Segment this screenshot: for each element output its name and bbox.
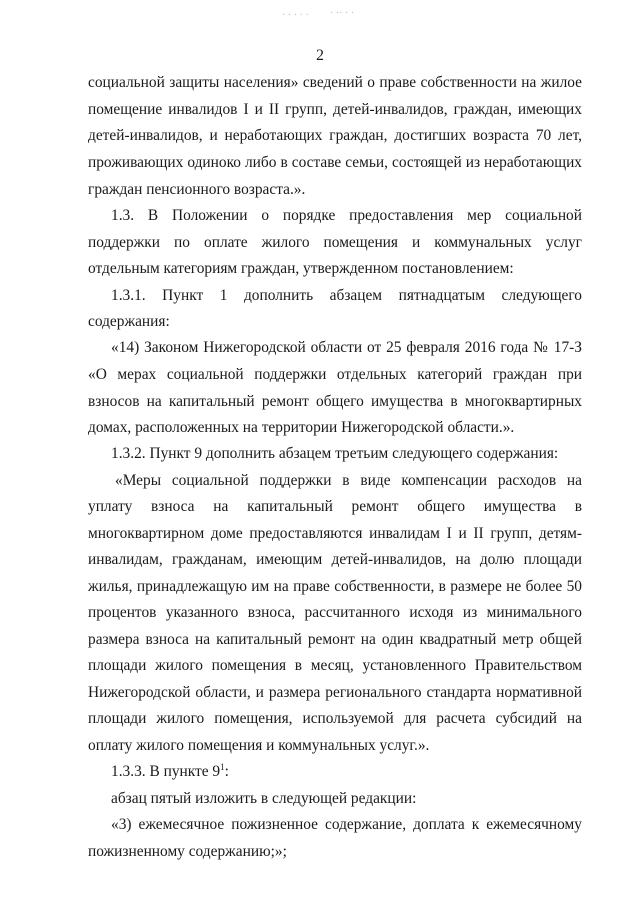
text-line-with-superscript — [111, 762, 582, 782]
text-line: 1.3.2. Пункт 9 дополнить абзацем третьим следующего содержания: — [111, 445, 559, 462]
text-line: 1.3.1. Пункт 1 дополнить абзацем пятнадцатым следующего — [111, 287, 582, 304]
text-line: отдельным категориям граждан, утвержденном постановлением: — [88, 260, 514, 277]
text-line: оплату жилого помещения и коммунальных услуг.». — [88, 737, 430, 754]
text-line: жилья, принадлежащую им на праве собственности, в размере не более 50 — [88, 578, 582, 595]
text-line: помещение инвалидов I и II групп, детей-инвалидов, граждан, имеющих — [88, 101, 582, 118]
text-line: поддержки по оплате жилого помещения и коммунальных услуг — [88, 234, 582, 251]
text-line: площади жилого помещения в месяц, установленного Правительством — [88, 657, 582, 674]
scan-artifact: · ·· · · — [330, 8, 355, 19]
text-line: 1.3. В Положении о порядке предоставления мер социальной — [111, 207, 582, 224]
text-line: многоквартирном доме предоставляются инвалидам I и II групп, детям- — [88, 525, 582, 542]
text-line: инвалидам, гражданам, имеющим детей-инвалидов, на долю площади — [88, 551, 582, 568]
text-line: площади жилого помещения, используемой для расчета субсидий на — [88, 710, 582, 727]
text-line: детей-инвалидов, и неработающих граждан, достигших возраста 70 лет, — [88, 127, 582, 144]
text-line: размера взноса на капитальный ремонт на один квадратный метр общей — [88, 631, 582, 648]
text-line: социальной защиты населения» сведений о праве собственности на жилое — [88, 74, 582, 91]
text-line: процентов указанного взноса, рассчитанного исходя из минимального — [88, 604, 582, 621]
text-segment: 1.3.3. В пункте 9 — [111, 763, 221, 780]
page-number: 2 — [316, 47, 324, 64]
text-line: «3) ежемесячное пожизненное содержание, доплата к ежемесячному — [111, 816, 582, 833]
text-line: пожизненному содержанию;»; — [88, 843, 287, 860]
text-line: «Меры социальной поддержки в виде компенсации расходов на — [115, 472, 582, 489]
text-line: «О мерах социальной поддержки отдельных категорий граждан при — [88, 366, 582, 383]
text-line: уплату взноса на капитальный ремонт общего имущества в — [88, 498, 582, 515]
text-line: «14) Законом Нижегородской области от 25 февраля 2016 года № 17-З — [111, 339, 582, 356]
text-line: проживающих одиноко либо в составе семьи, состоящей из неработающих — [88, 154, 582, 171]
scan-artifact: · · · · · — [282, 10, 309, 21]
text-line: абзац пятый изложить в следующей редакции: — [111, 790, 417, 807]
superscript: 1 — [220, 762, 225, 772]
text-line: содержания: — [88, 313, 170, 330]
text-line: домах, расположенных на территории Нижегородской области.». — [88, 419, 515, 436]
text-segment: : — [224, 763, 229, 780]
text-line: Нижегородской области, и размера регионального стандарта нормативной — [88, 684, 582, 701]
text-line: граждан пенсионного возраста.». — [88, 181, 306, 198]
text-line: взносов на капитальный ремонт общего имущества в многоквартирных — [88, 393, 582, 410]
